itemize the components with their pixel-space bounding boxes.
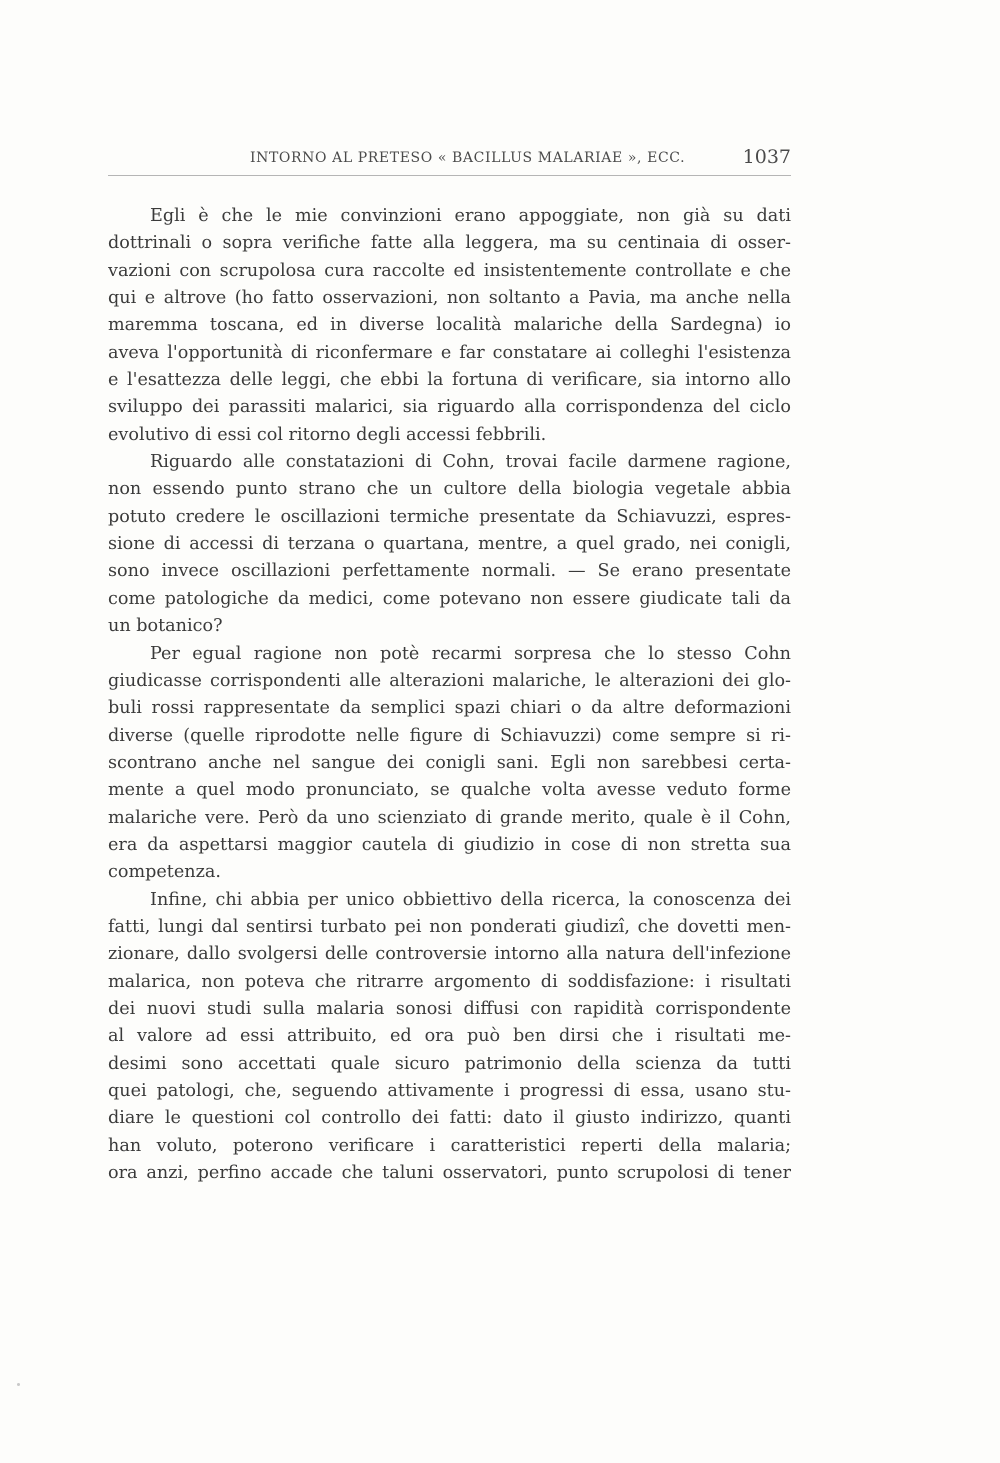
text-line: diare le questioni col controllo dei fatti: dato il giusto indirizzo, quanti	[108, 1108, 791, 1129]
text-line: sono invece oscillazioni perfettamente normali. — Se erano presentate	[108, 561, 791, 582]
text-line: zionare, dallo svolgersi delle controversie intorno alla natura dell'infezione	[108, 944, 791, 965]
text-line: buli rossi rappresentate da semplici spazi chiari o da altre deformazioni	[108, 698, 791, 719]
text-line: diverse (quelle riprodotte nelle figure di Schiavuzzi) come sempre si ri-	[108, 725, 791, 746]
text-line: maremma toscana, ed in diverse località malariche della Sardegna) io	[108, 315, 791, 336]
text-line: scontrano anche nel sangue dei conigli sani. Egli non sarebbesi certa-	[108, 752, 791, 773]
text-line: vazioni con scrupolosa cura raccolte ed insistentemente controllate e che	[108, 260, 791, 281]
text-line: han voluto, poterono verificare i caratteristici reperti della malaria;	[108, 1135, 791, 1156]
text-line: evolutivo di essi col ritorno degli accessi febbrili.	[108, 424, 547, 445]
text-line: potuto credere le oscillazioni termiche presentate da Schiavuzzi, espres-	[108, 506, 791, 527]
text-line: Infine, chi abbia per unico obbiettivo della ricerca, la conoscenza dei	[150, 889, 791, 910]
text-line: Egli è che le mie convinzioni erano appoggiate, non già su dati	[150, 206, 791, 226]
page-header	[108, 146, 791, 176]
text-line: malarica, non poteva che ritrarre argomento di soddisfazione: i risultati	[108, 971, 791, 992]
text-line: al valore ad essi attribuito, ed ora può ben dirsi che i risultati me-	[108, 1026, 791, 1047]
text-line: ora anzi, perfino accade che taluni osservatori, punto scrupolosi di tener	[108, 1163, 791, 1184]
text-line: qui e altrove (ho fatto osservazioni, non soltanto a Pavia, ma anche nella	[108, 288, 791, 309]
text-line: mente a quel modo pronunciato, se qualche volta avesse veduto forme	[108, 780, 791, 801]
text-line: Per egual ragione non potè recarmi sorpresa che lo stesso Cohn	[150, 643, 791, 664]
text-line: era da aspettarsi maggior cautela di giudizio in cose di non stretta sua	[108, 834, 791, 855]
paper-speck	[17, 1383, 20, 1386]
running-title: INTORNO AL PRETESO « BACILLUS MALARIAE », ECC.	[250, 150, 686, 166]
text-line: competenza.	[108, 862, 221, 883]
body-text	[108, 203, 791, 1187]
text-line: malariche vere. Però da uno scienziato di grande merito, quale è il Cohn,	[108, 807, 791, 828]
text-line: non essendo punto strano che un cultore della biologia vegetale abbia	[108, 479, 791, 500]
text-line: fatti, lungi dal sentirsi turbato pei non ponderati giudizî, che dovetti men-	[108, 916, 791, 937]
text-line: e l'esattezza delle leggi, che ebbi la fortuna di verificare, sia intorno allo	[108, 370, 791, 391]
text-line: un botanico?	[108, 616, 223, 637]
text-line: aveva l'opportunità di riconfermare e far constatare ai colleghi l'esistenza	[108, 342, 791, 363]
text-line: sviluppo dei parassiti malarici, sia riguardo alla corrispondenza del ciclo	[108, 397, 791, 418]
text-line: sione di accessi di terzana o quartana, mentre, a quel grado, nei conigli,	[108, 534, 791, 555]
header-rule	[108, 175, 791, 176]
page-number: 1037	[742, 146, 791, 168]
text-line: giudicasse corrispondenti alle alterazioni malariche, le alterazioni dei glo-	[108, 670, 791, 691]
text-line: come patologiche da medici, come potevano non essere giudicate tali da	[108, 588, 791, 609]
text-line: dottrinali o sopra verifiche fatte alla leggera, ma su centinaia di osser-	[108, 233, 791, 254]
text-line: desimi sono accettati quale sicuro patrimonio della scienza da tutti	[108, 1053, 791, 1074]
text-line: Riguardo alle constatazioni di Cohn, trovai facile darmene ragione,	[150, 452, 791, 473]
text-line: quei patologi, che, seguendo attivamente i progressi di essa, usano stu-	[108, 1081, 791, 1101]
text-line: dei nuovi studi sulla malaria sonosi diffusi con rapidità corrispondente	[108, 998, 791, 1019]
